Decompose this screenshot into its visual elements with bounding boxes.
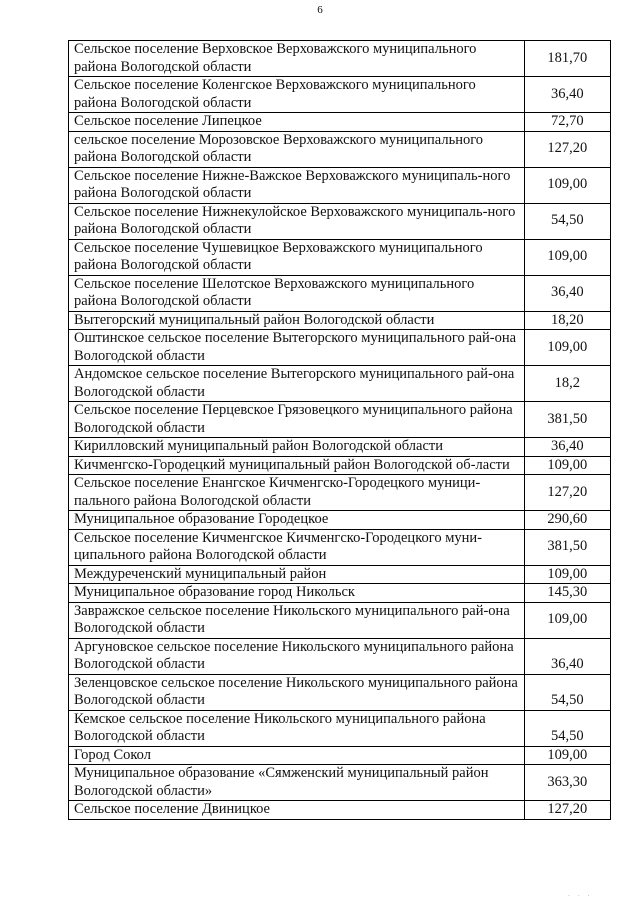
table-row: [69, 239, 611, 275]
amount-cell: 109,00: [524, 167, 610, 203]
amount-cell: 127,20: [524, 131, 610, 167]
amount-cell: 127,20: [524, 475, 610, 511]
table-row: [69, 113, 611, 132]
municipality-name-cell: Зеленцовское сельское поселение Никольского муниципального района Вологодской области: [69, 674, 525, 710]
amount-cell: 381,50: [524, 529, 610, 565]
amount-cell: 109,00: [524, 602, 610, 638]
amount-cell: 363,30: [524, 765, 610, 801]
amount-cell: 109,00: [524, 239, 610, 275]
table-row: [69, 330, 611, 366]
amount-cell: 18,20: [524, 311, 610, 330]
amount-cell: 36,40: [524, 438, 610, 457]
municipality-name-cell: Аргуновское сельское поселение Никольского муниципального района Вологодской области: [69, 638, 525, 674]
amount-cell: 181,70: [524, 41, 610, 77]
municipality-name-cell: Сельское поселение Енангское Кичменгско-Городецкого муници-пального района Вологодской области: [69, 475, 525, 511]
table-row: [69, 275, 611, 311]
amount-cell: 54,50: [524, 674, 610, 710]
municipality-name-cell: Сельское поселение Коленгское Верховажского муниципального района Вологодской области: [69, 77, 525, 113]
municipality-name-cell: сельское поселение Морозовское Верховажского муниципального района Вологодской области: [69, 131, 525, 167]
table-row: [69, 402, 611, 438]
municipality-name-cell: Сельское поселение Липецкое: [69, 113, 525, 132]
table-row: [69, 311, 611, 330]
municipality-name-cell: Вытегорский муниципальный район Вологодской области: [69, 311, 525, 330]
amount-cell: 127,20: [524, 801, 610, 820]
municipality-name-cell: Муниципальное образование город Никольск: [69, 584, 525, 603]
table-row: [69, 203, 611, 239]
amount-cell: 381,50: [524, 402, 610, 438]
table-row: [69, 77, 611, 113]
page-number: 6: [317, 4, 323, 16]
scan-mark: · · ·: [568, 893, 593, 900]
amount-cell: 72,70: [524, 113, 610, 132]
table-row: [69, 565, 611, 584]
amount-cell: 109,00: [524, 330, 610, 366]
municipality-name-cell: Город Сокол: [69, 746, 525, 765]
amount-cell: 36,40: [524, 275, 610, 311]
municipality-name-cell: Сельское поселение Перцевское Грязовецкого муниципального района Вологодской области: [69, 402, 525, 438]
table-row: [69, 765, 611, 801]
table-row: [69, 438, 611, 457]
amount-cell: 54,50: [524, 710, 610, 746]
municipality-name-cell: Сельское поселение Шелотское Верховажского муниципального района Вологодской области: [69, 275, 525, 311]
table-row: [69, 511, 611, 530]
municipality-name-cell: Оштинское сельское поселение Вытегорского муниципального рай-она Вологодской области: [69, 330, 525, 366]
municipality-name-cell: Сельское поселение Двиницкое: [69, 801, 525, 820]
municipality-name-cell: Сельское поселение Нижне-Важское Верховажского муниципаль-ного района Вологодской области: [69, 167, 525, 203]
municipality-name-cell: Кирилловский муниципальный район Вологодской области: [69, 438, 525, 457]
municipality-name-cell: Муниципальное образование «Сямженский муниципальный район Вологодской области»: [69, 765, 525, 801]
table-row: [69, 475, 611, 511]
amount-cell: 36,40: [524, 638, 610, 674]
municipality-name-cell: Сельское поселение Нижнекулойское Верховажского муниципаль-ного района Вологодской области: [69, 203, 525, 239]
amount-cell: 54,50: [524, 203, 610, 239]
data-table: [68, 40, 611, 820]
municipality-name-cell: Кемское сельское поселение Никольского муниципального района Вологодской области: [69, 710, 525, 746]
table-row: [69, 366, 611, 402]
table-row: [69, 674, 611, 710]
table-row: [69, 529, 611, 565]
municipality-name-cell: Сельское поселение Верховское Верховажского муниципального района Вологодской области: [69, 41, 525, 77]
amount-cell: 145,30: [524, 584, 610, 603]
municipality-name-cell: Сельское поселение Кичменгское Кичменгско-Городецкого муни-ципального района Вологодской области: [69, 529, 525, 565]
municipality-name-cell: Сельское поселение Чушевицкое Верховажского муниципального района Вологодской области: [69, 239, 525, 275]
table-row: [69, 131, 611, 167]
amount-cell: 109,00: [524, 565, 610, 584]
table-row: [69, 167, 611, 203]
table-row: [69, 41, 611, 77]
municipality-name-cell: Муниципальное образование Городецкое: [69, 511, 525, 530]
amount-cell: 290,60: [524, 511, 610, 530]
municipality-name-cell: Завражское сельское поселение Никольского муниципального рай-она Вологодской области: [69, 602, 525, 638]
amount-cell: 36,40: [524, 77, 610, 113]
amount-cell: 109,00: [524, 456, 610, 475]
municipality-name-cell: Андомское сельское поселение Вытегорского муниципального рай-она Вологодской области: [69, 366, 525, 402]
table-body: [69, 41, 611, 820]
amount-cell: 109,00: [524, 746, 610, 765]
amount-cell: 18,2: [524, 366, 610, 402]
table-row: [69, 801, 611, 820]
municipality-name-cell: Кичменгско-Городецкий муниципальный район Вологодской об-ласти: [69, 456, 525, 475]
table-row: [69, 584, 611, 603]
table-row: [69, 602, 611, 638]
table-row: [69, 746, 611, 765]
municipality-name-cell: Междуреченский муниципальный район: [69, 565, 525, 584]
table-row: [69, 456, 611, 475]
table-row: [69, 710, 611, 746]
table-row: [69, 638, 611, 674]
